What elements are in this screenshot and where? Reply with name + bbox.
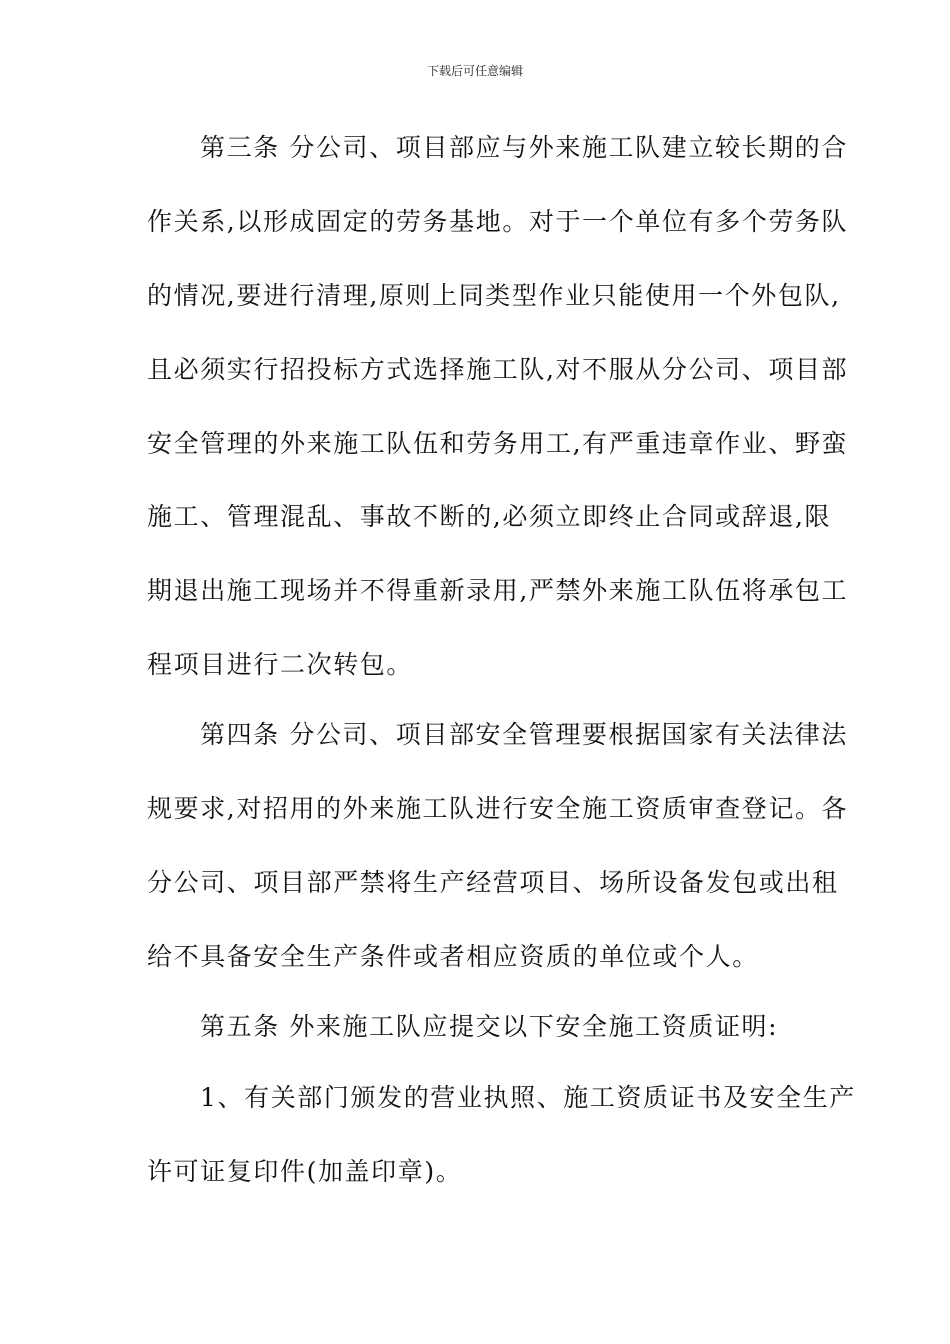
article-3-line-7: 期退出施工现场并不得重新录用,严禁外来施工队伍将承包工: [147, 576, 849, 605]
article-4-line-1: 第四条 分公司、项目部安全管理要根据国家有关法律法: [200, 720, 848, 749]
item-1-line-1: 1、有关部门颁发的营业执照、施工资质证书及安全生产: [200, 1083, 856, 1112]
article-5-line-1: 第五条 外来施工队应提交以下安全施工资质证明:: [200, 1012, 779, 1041]
article-3-line-8: 程项目进行二次转包。: [147, 650, 414, 679]
article-3-line-1: 第三条 分公司、项目部应与外来施工队建立较长期的合: [200, 133, 848, 162]
article-3-line-4: 且必须实行招投标方式选择施工队,对不服从分公司、项目部: [147, 355, 849, 384]
article-3-line-3: 的情况,要进行清理,原则上同类型作业只能使用一个外包队,: [147, 281, 841, 310]
article-4-line-4: 给不具备安全生产条件或者相应资质的单位或个人。: [147, 942, 759, 971]
article-3-line-5: 安全管理的外来施工队伍和劳务用工,有严重违章作业、野蛮: [147, 429, 849, 458]
article-3-line-2: 作关系,以形成固定的劳务基地。对于一个单位有多个劳务队: [147, 207, 849, 236]
article-4-line-2: 规要求,对招用的外来施工队进行安全施工资质审查登记。各: [147, 794, 849, 823]
page-header: 下载后可任意编辑: [426, 64, 523, 78]
article-4-line-3: 分公司、项目部严禁将生产经营项目、场所设备发包或出租: [147, 868, 839, 897]
article-3-line-6: 施工、管理混乱、事故不断的,必须立即终止合同或辞退,限: [147, 502, 832, 531]
item-1-line-2: 许可证复印件(加盖印章)。: [147, 1157, 463, 1186]
